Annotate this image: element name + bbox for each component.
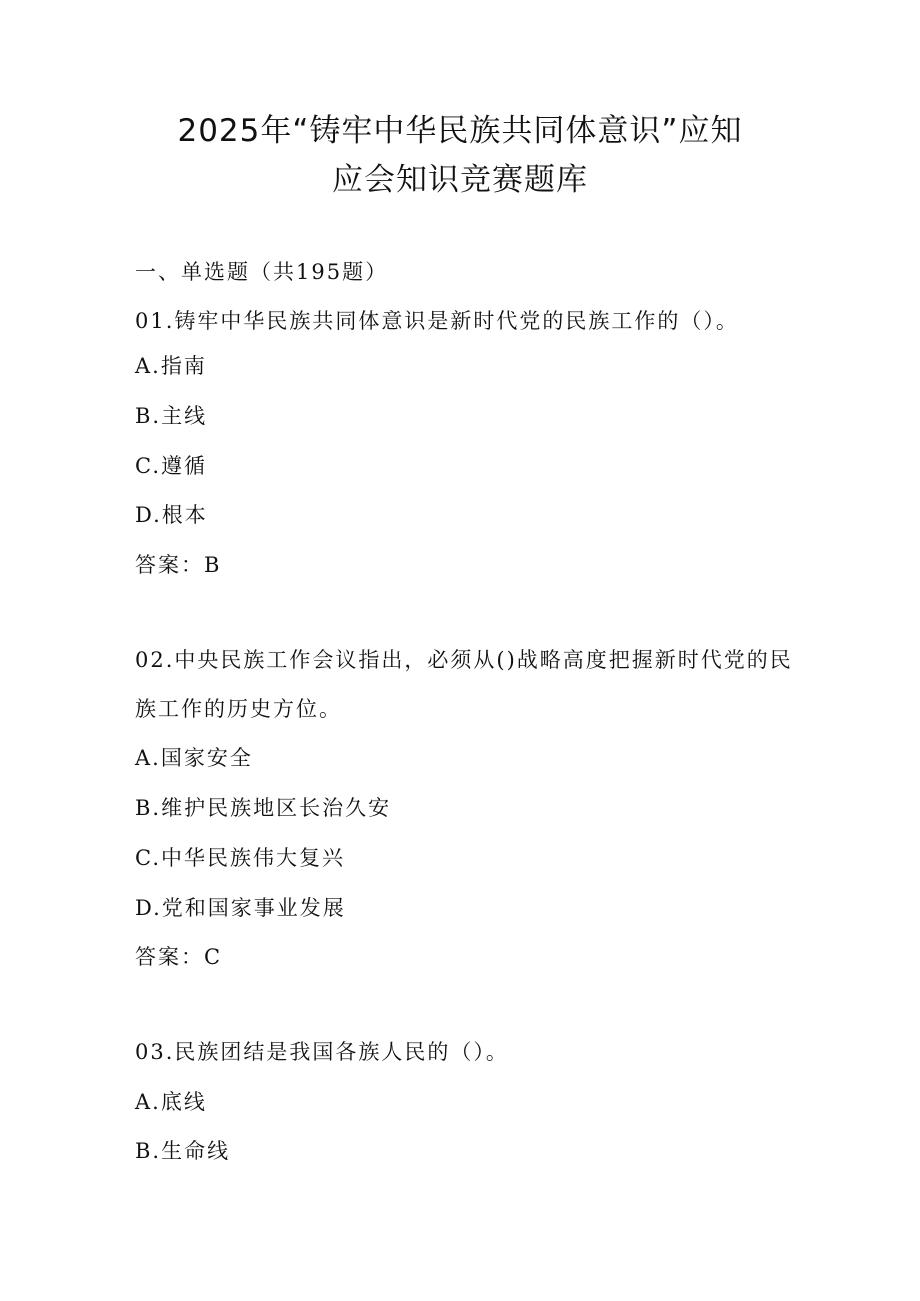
question-2-option-b: B.维护民族地区长治久安 [135,796,392,820]
question-3-stem: 03.民族团结是我国各族人民的（）。 [135,1040,509,1064]
question-1-option-d: D.根本 [135,503,208,527]
question-2-stem-line-1: 02.中央民族工作会议指出，必须从()战略高度把握新时代党的民 [135,648,793,672]
question-2-option-a: A.国家安全 [135,746,253,770]
document-title-line-1: 2025年“铸牢中华民族共同体意识”应知 [177,113,743,149]
question-1-option-a: A.指南 [135,354,207,378]
question-2-answer: 答案：C [135,945,223,969]
question-2-option-d: D.党和国家事业发展 [135,896,346,920]
question-2-stem-line-2: 族工作的历史方位。 [135,697,342,721]
question-1-option-b: B.主线 [135,404,208,428]
question-3-option-b: B.生命线 [135,1139,231,1163]
question-1-option-c: C.遵循 [135,454,207,478]
section-heading: 一、单选题（共195题） [135,260,389,284]
question-2-option-c: C.中华民族伟大复兴 [135,846,345,870]
question-1-answer: 答案：B [135,553,222,577]
question-3-option-a: A.底线 [135,1090,207,1114]
question-1-stem: 01.铸牢中华民族共同体意识是新时代党的民族工作的（）。 [135,309,739,333]
document-title-line-2: 应会知识竞赛题库 [332,162,588,198]
